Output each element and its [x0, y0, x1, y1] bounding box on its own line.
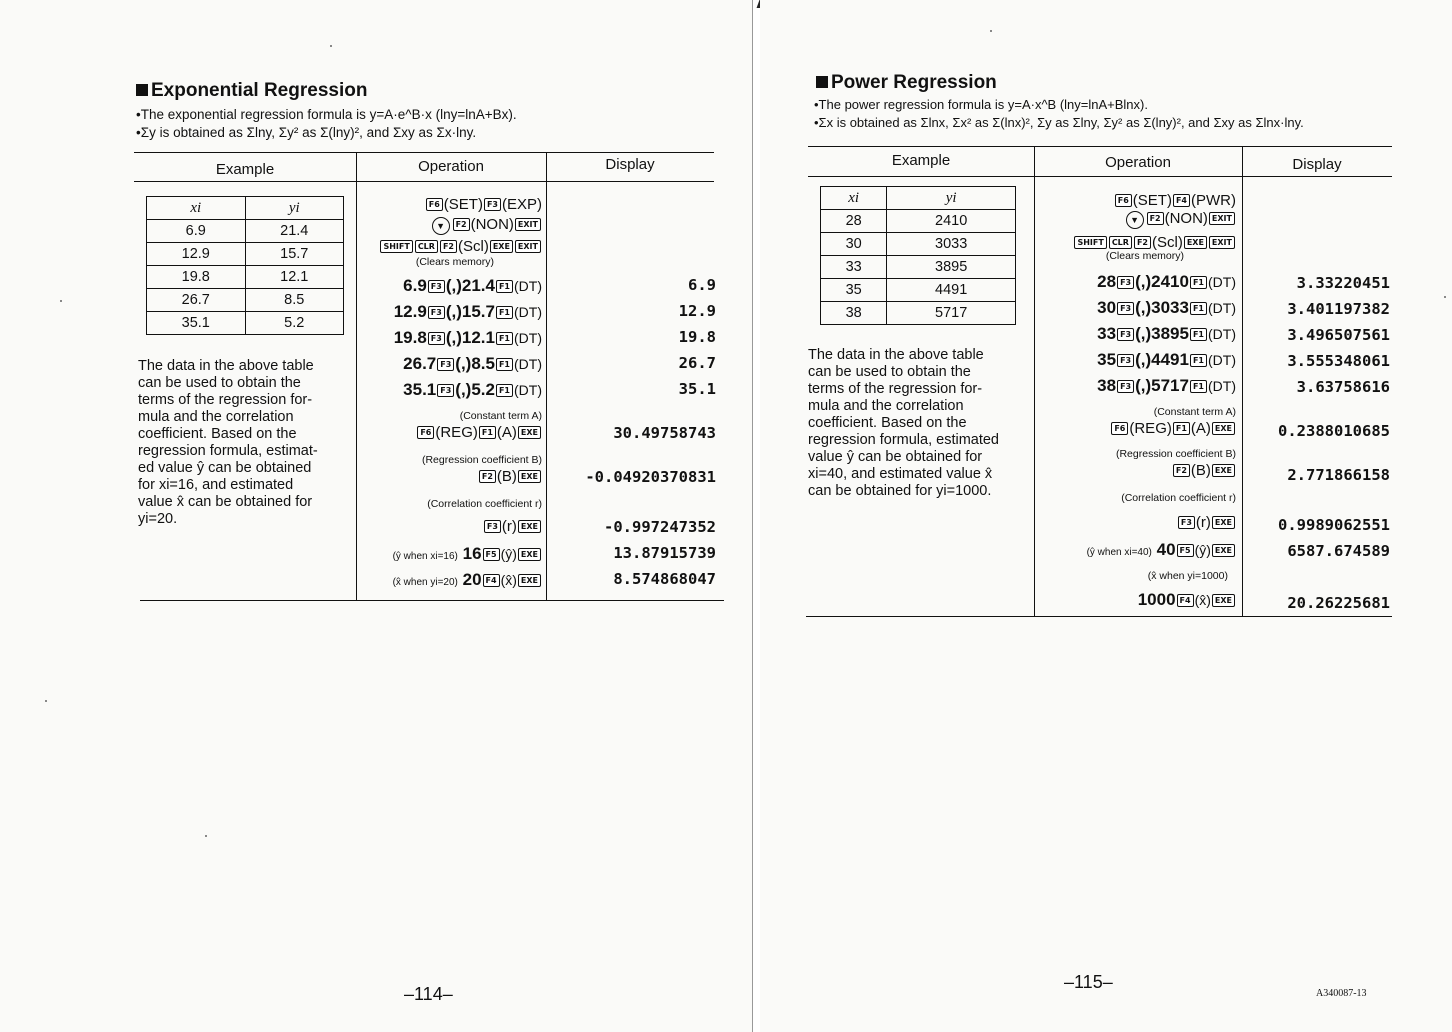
f3-key-icon: F3 [484, 520, 501, 533]
display-value: 8.574868047 [613, 570, 716, 588]
table-row: 6.9 21.4 [147, 220, 344, 243]
display-value: 2.771866158 [1287, 466, 1390, 484]
col-header-display: Display [1292, 156, 1342, 173]
page-115 [760, 0, 1452, 1032]
bullet-square-icon [136, 84, 148, 96]
scan-speck [45, 700, 47, 702]
op-data-entry: 26.7 F3 (,)8.5 F1 (DT) [403, 354, 542, 373]
data-table-header [147, 197, 344, 220]
op-clears-memory-note: (Clears memory) [1105, 250, 1184, 262]
f3-key-icon: F3 [428, 280, 445, 293]
table-bottom-rule [140, 600, 724, 601]
down-arrow-icon: ▼ [432, 217, 450, 235]
data-table [146, 196, 344, 335]
col-header-operation: Operation [1105, 154, 1171, 171]
f4-key-icon: F4 [1177, 594, 1194, 607]
display-value: 0.2388010685 [1278, 422, 1390, 440]
op-b: F2 (B) EXE [478, 468, 542, 485]
display-value: 6.9 [688, 276, 716, 294]
f2-key-icon: F2 [1147, 212, 1164, 225]
display-value: 20.26225681 [1287, 594, 1390, 612]
f1-key-icon: F1 [1190, 354, 1207, 367]
display-value: 12.9 [678, 302, 716, 320]
display-value: 3.63758616 [1296, 378, 1390, 396]
scan-speck [60, 300, 62, 302]
op-estimate-x: 1000 F4 (x̂) EXE [1138, 590, 1236, 610]
exe-key-icon: EXE [1212, 516, 1235, 529]
display-value: 3.496507561 [1287, 326, 1390, 344]
f1-key-icon: F1 [1190, 276, 1207, 289]
f1-key-icon: F1 [1190, 302, 1207, 315]
op-estimate-y: (ŷ when xi=40) 40 F5 (ŷ) EXE [1087, 540, 1236, 560]
display-value: 35.1 [678, 380, 716, 398]
exe-key-icon: EXE [1212, 464, 1235, 477]
op-constant-term-note: (Constant term A) [1153, 406, 1236, 418]
op-estimate-x-note: (x̂ when yi=1000) [1147, 570, 1228, 582]
exe-key-icon: EXE [518, 574, 541, 587]
op-b: F2 (B) EXE [1172, 462, 1236, 479]
col-divider-1 [356, 152, 357, 600]
f1-key-icon: F1 [1190, 380, 1207, 393]
f4-key-icon: F4 [483, 574, 500, 587]
display-value: 26.7 [678, 354, 716, 372]
op-clears-memory-note: (Clears memory) [415, 256, 494, 268]
display-value: 3.33220451 [1296, 274, 1390, 292]
table-row: 33 3895 [821, 256, 1016, 279]
table-bottom-rule [806, 616, 1392, 617]
exe-key-icon: EXE [518, 426, 541, 439]
exit-key-icon: EXIT [515, 218, 541, 231]
header-xi: xi [821, 187, 887, 210]
op-set-exp: F6 (SET) F3 (EXP) [425, 196, 542, 213]
table-row: 38 5717 [821, 302, 1016, 325]
display-value: 6587.674589 [1287, 542, 1390, 560]
table-row: 28 2410 [821, 210, 1016, 233]
table-row: 35.1 5.2 [147, 312, 344, 335]
f1-key-icon: F1 [496, 358, 513, 371]
table-top-rule [808, 146, 1392, 147]
scan-speck [205, 835, 207, 837]
f3-key-icon: F3 [1117, 302, 1134, 315]
exe-key-icon: EXE [1212, 422, 1235, 435]
scan-speck [990, 30, 992, 32]
scan-speck [1444, 296, 1446, 298]
exit-key-icon: EXIT [1209, 212, 1235, 225]
col-divider-1 [1034, 146, 1035, 616]
f3-key-icon: F3 [1117, 276, 1134, 289]
f6-key-icon: F6 [417, 426, 434, 439]
f2-key-icon: F2 [440, 240, 457, 253]
data-table-header [821, 187, 1016, 210]
op-reg-a: F6 (REG) F1 (A) EXE [416, 424, 542, 441]
table-top-rule [134, 152, 714, 153]
table-row: 19.8 12.1 [147, 266, 344, 289]
op-correlation-note: (Correlation coefficient r) [1121, 492, 1236, 504]
f3-key-icon: F3 [1117, 354, 1134, 367]
data-table [820, 186, 1016, 325]
op-estimate-y: (ŷ when xi=16) 16 F5 (ŷ) EXE [393, 544, 542, 564]
display-value: 0.9989062551 [1278, 516, 1390, 534]
f2-key-icon: F2 [453, 218, 470, 231]
down-arrow-icon: ▼ [1126, 211, 1144, 229]
exit-key-icon: EXIT [1209, 236, 1235, 249]
f3-key-icon: F3 [428, 306, 445, 319]
scan-speck [330, 45, 332, 47]
op-data-entry: 33 F3 (,)3895 F1 (DT) [1097, 324, 1236, 343]
table-header-rule [808, 176, 1392, 177]
f4-key-icon: F4 [1173, 194, 1190, 207]
f3-key-icon: F3 [428, 332, 445, 345]
f3-key-icon: F3 [1117, 328, 1134, 341]
op-non: ▼ F2 (NON) EXIT [1126, 210, 1236, 229]
intro-line-1: •The exponential regression formula is y=A·e^B·x (lny=lnA+Bx). [136, 107, 517, 122]
op-r: F3 (r) EXE [483, 518, 542, 535]
display-value: 30.49758743 [613, 424, 716, 442]
col-header-display: Display [605, 156, 655, 173]
table-header-rule [134, 181, 714, 182]
f3-key-icon: F3 [484, 198, 501, 211]
bullet-square-icon [816, 76, 828, 88]
intro-line-2: •Σx is obtained as Σlnx, Σx² as Σ(lnx)², Σy as Σlny, Σy² as Σ(lny)², and Σxy as Σlnx·lny. [814, 115, 1304, 130]
f2-key-icon: F2 [1134, 236, 1151, 249]
f1-key-icon: F1 [1173, 422, 1190, 435]
intro-line-1: •The power regression formula is y=A·x^B (lny=lnA+Blnx). [814, 97, 1148, 112]
f6-key-icon: F6 [426, 198, 443, 211]
shift-key-icon: SHIFT [1074, 236, 1106, 249]
exe-key-icon: EXE [1212, 594, 1235, 607]
f1-key-icon: F1 [479, 426, 496, 439]
f6-key-icon: F6 [1111, 422, 1128, 435]
f3-key-icon: F3 [437, 384, 454, 397]
f3-key-icon: F3 [1178, 516, 1195, 529]
f2-key-icon: F2 [479, 470, 496, 483]
header-xi: xi [147, 197, 246, 220]
op-data-entry: 28 F3 (,)2410 F1 (DT) [1097, 272, 1236, 291]
op-data-entry: 35.1 F3 (,)5.2 F1 (DT) [403, 380, 542, 399]
explanation-paragraph: The data in the above table can be used to obtain the terms of the regression for- mula and the correlation coefficient. Based on the regression formula, estimated value ŷ can be obtained for xi=40, and estimated value x̂ can be obtained for yi=1000. [808, 347, 999, 499]
f1-key-icon: F1 [496, 280, 513, 293]
col-header-example: Example [215, 161, 275, 178]
f5-key-icon: F5 [1177, 544, 1194, 557]
op-data-entry: 38 F3 (,)5717 F1 (DT) [1097, 376, 1236, 395]
f6-key-icon: F6 [1115, 194, 1132, 207]
exe-key-icon: EXE [518, 548, 541, 561]
exit-key-icon: EXIT [515, 240, 541, 253]
op-estimate-x: (x̂ when yi=20) 20 F4 (x̂) EXE [393, 570, 542, 590]
page-number: –114– [404, 984, 453, 1004]
exe-key-icon: EXE [518, 470, 541, 483]
op-data-entry: 35 F3 (,)4491 F1 (DT) [1097, 350, 1236, 369]
table-row: 26.7 8.5 [147, 289, 344, 312]
display-value: -0.997247352 [604, 518, 716, 536]
display-value: 13.87915739 [613, 544, 716, 562]
f1-key-icon: F1 [496, 306, 513, 319]
header-yi: yi [245, 197, 344, 220]
shift-key-icon: SHIFT [380, 240, 412, 253]
exe-key-icon: EXE [1212, 544, 1235, 557]
display-value: 19.8 [678, 328, 716, 346]
section-title-power: Power Regression [816, 72, 997, 94]
f3-key-icon: F3 [437, 358, 454, 371]
display-value: 3.401197382 [1287, 300, 1390, 318]
f2-key-icon: F2 [1173, 464, 1190, 477]
op-regression-coef-note: (Regression coefficient B) [421, 454, 542, 466]
op-reg-a: F6 (REG) F1 (A) EXE [1110, 420, 1236, 437]
clr-key-icon: CLR [1109, 236, 1132, 249]
clr-key-icon: CLR [415, 240, 438, 253]
op-r: F3 (r) EXE [1177, 514, 1236, 531]
explanation-paragraph: The data in the above table can be used to obtain the terms of the regression for- mula and the correlation coefficient. Based on the regression formula, estimat- ed value ŷ can be obtained for xi=16, and estimated value x̂ can be obtained for yi=20. [138, 358, 318, 527]
table-row: 30 3033 [821, 233, 1016, 256]
table-row: 35 4491 [821, 279, 1016, 302]
op-data-entry: 30 F3 (,)3033 F1 (DT) [1097, 298, 1236, 317]
col-divider-2 [1242, 146, 1243, 616]
exe-key-icon: EXE [1184, 236, 1207, 249]
op-clear: SHIFT CLR F2 (Scl) EXE EXIT [1073, 234, 1236, 251]
f1-key-icon: F1 [496, 384, 513, 397]
col-header-example: Example [891, 152, 951, 169]
op-data-entry: 6.9 F3 (,)21.4 F1 (DT) [403, 276, 542, 295]
op-data-entry: 12.9 F3 (,)15.7 F1 (DT) [393, 302, 542, 321]
page-number: –115– [1064, 972, 1113, 992]
document-code: A340087-13 [1316, 988, 1367, 999]
intro-text [814, 96, 1304, 132]
op-set-pwr: F6 (SET) F4 (PWR) [1114, 192, 1236, 209]
col-header-operation: Operation [418, 158, 484, 175]
display-value: -0.04920370831 [585, 468, 716, 486]
op-data-entry: 19.8 F3 (,)12.1 F1 (DT) [393, 328, 542, 347]
col-divider-2 [546, 152, 547, 600]
display-value: 3.555348061 [1287, 352, 1390, 370]
exe-key-icon: EXE [518, 520, 541, 533]
op-non: ▼ F2 (NON) EXIT [432, 216, 542, 235]
exe-key-icon: EXE [490, 240, 513, 253]
f5-key-icon: F5 [483, 548, 500, 561]
op-regression-coef-note: (Regression coefficient B) [1115, 448, 1236, 460]
f3-key-icon: F3 [1117, 380, 1134, 393]
op-constant-term-note: (Constant term A) [459, 410, 542, 422]
intro-line-2: •Σy is obtained as Σlny, Σy² as Σ(lny)², and Σxy as Σx·lny. [136, 125, 477, 140]
header-yi: yi [887, 187, 1016, 210]
intro-text [136, 106, 517, 142]
op-correlation-note: (Correlation coefficient r) [427, 498, 542, 510]
op-clear: SHIFT CLR F2 (Scl) EXE EXIT [379, 238, 542, 255]
section-title-exponential: Exponential Regression [136, 80, 367, 102]
f1-key-icon: F1 [1190, 328, 1207, 341]
table-row: 12.9 15.7 [147, 243, 344, 266]
f1-key-icon: F1 [496, 332, 513, 345]
